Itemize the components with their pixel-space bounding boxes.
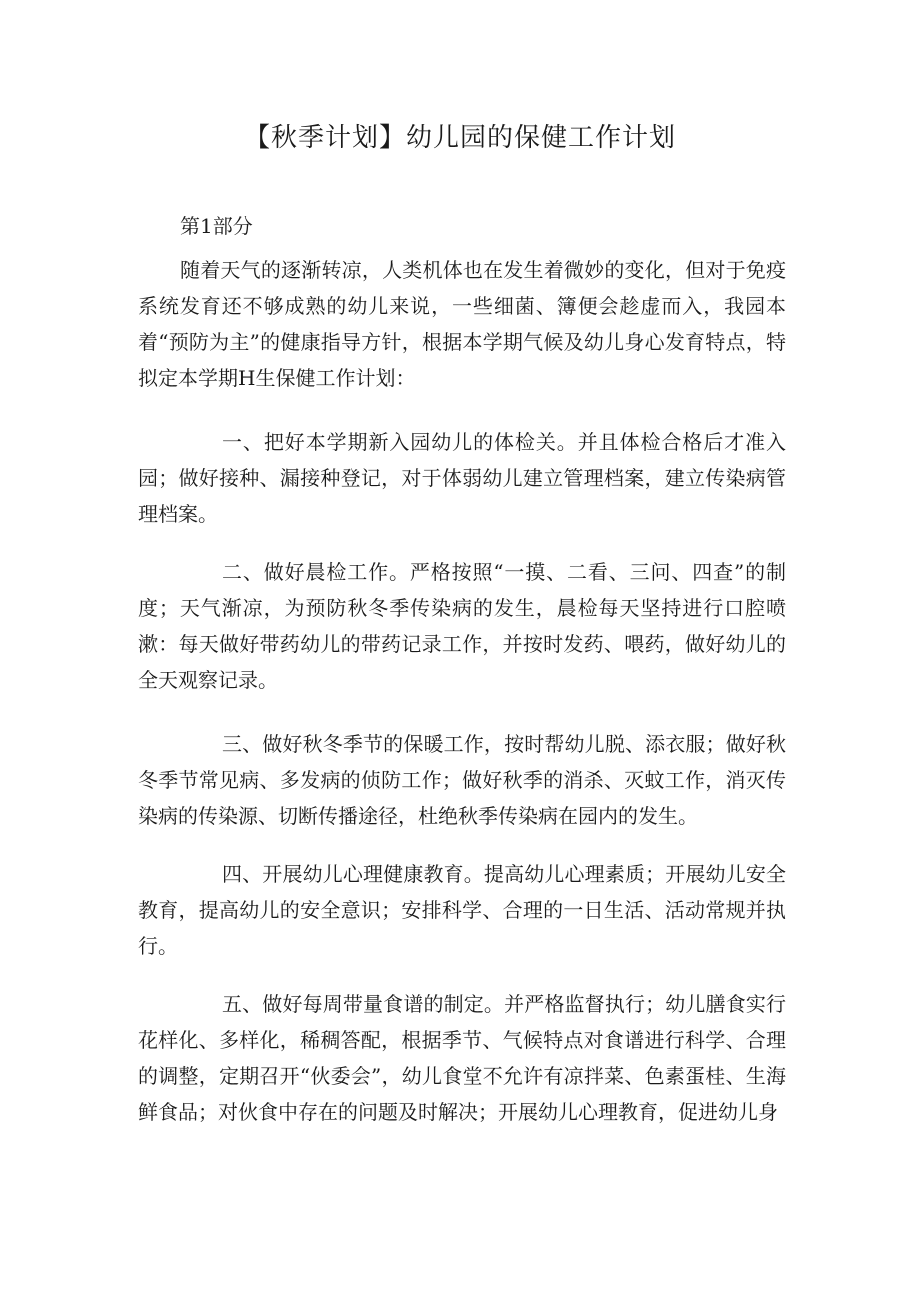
intro-paragraph: 随着天气的逐渐转凉，人类机体也在发生着微妙的变化，但对于免疫系统发育还不够成熟的幼儿来说，一些细菌、簿便会趁虚而入，我园本着“预防为主”的健康指导方针，根据本学期气候及幼儿身心发育特点，特拟定本学期H生保健工作计划： bbox=[138, 258, 786, 390]
item-paragraph-4: 四、开展幼儿心理健康教育。提高幼儿心理素质；开展幼儿安全教育，提高幼儿的安全意识；安排科学、合理的一日生活、活动常规并执行。 bbox=[138, 862, 786, 958]
item-paragraph-5: 五、做好每周带量食谱的制定。并严格监督执行；幼儿膳食实行花样化、多样化，稀稠答配，根据季节、气候特点对食谱进行科学、合理的调整，定期召开“伙委会”，幼儿食堂不允许有凉拌菜、色素蛋桂、生海鲜食品；对伙食中存在的问题及时解决；开展幼儿心理教育，促进幼儿身 bbox=[138, 992, 786, 1124]
item-paragraph-3: 三、做好秋冬季节的保暖工作，按时帮幼儿脱、添衣服；做好秋冬季节常见病、多发病的侦防工作；做好秋季的消杀、灭蚊工作，消灭传染病的传染源、切断传播途径，杜绝秋季传染病在园内的发生。 bbox=[138, 732, 786, 828]
document-title: 【秋季计划】幼儿园的保健工作计划 bbox=[243, 123, 676, 153]
item-paragraph-1: 一、把好本学期新入园幼儿的体检关。并且体检合格后才准入园；做好接种、漏接种登记，对于体弱幼儿建立管理档案，建立传染病管理档案。 bbox=[138, 430, 786, 526]
section-label: 第1部分 bbox=[180, 214, 253, 238]
item-paragraph-2: 二、做好晨检工作。严格按照“一摸、二看、三问、四查”的制度；天气渐凉，为预防秋冬季传染病的发生，晨检每天坚持进行口腔喷漱：每天做好带药幼儿的带药记录工作，并按时发药、喂药，做好幼儿的全天观察记录。 bbox=[138, 560, 786, 692]
